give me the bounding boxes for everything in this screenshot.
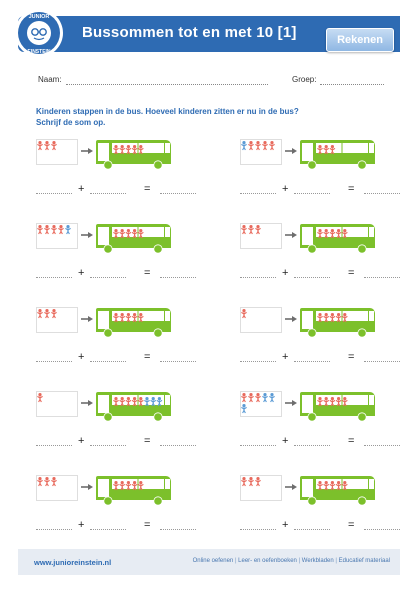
children-waiting bbox=[36, 139, 78, 165]
exercise-10 bbox=[240, 475, 420, 553]
bus-icon bbox=[94, 223, 172, 255]
footer-link-worksheets[interactable]: Werkbladen bbox=[301, 558, 334, 564]
group-label: Groep: bbox=[292, 75, 317, 84]
plus-sign: + bbox=[78, 351, 85, 363]
name-label: Naam: bbox=[38, 75, 62, 84]
answer-blank-3[interactable] bbox=[160, 277, 196, 278]
answer-blank-2[interactable] bbox=[90, 193, 126, 194]
arrow-right-icon bbox=[285, 399, 297, 407]
subject-badge: Rekenen bbox=[326, 28, 394, 52]
equals-sign: = bbox=[348, 183, 355, 195]
children-waiting bbox=[240, 139, 282, 165]
answer-blank-2[interactable] bbox=[90, 529, 126, 530]
equals-sign: = bbox=[348, 351, 355, 363]
plus-sign: + bbox=[282, 519, 289, 531]
bus-icon bbox=[94, 139, 172, 171]
bus-icon bbox=[298, 391, 376, 423]
answer-blank-2[interactable] bbox=[90, 277, 126, 278]
instruction bbox=[36, 106, 366, 128]
plus-sign: + bbox=[282, 351, 289, 363]
exercise-1 bbox=[36, 139, 216, 217]
equals-sign: = bbox=[348, 435, 355, 447]
answer-blank-3[interactable] bbox=[160, 445, 196, 446]
answer-blank-3[interactable] bbox=[364, 361, 400, 362]
plus-sign: + bbox=[282, 435, 289, 447]
plus-sign: + bbox=[78, 519, 85, 531]
exercise-4 bbox=[240, 223, 420, 301]
bus-icon bbox=[94, 475, 172, 507]
bus-icon bbox=[298, 223, 376, 255]
exercise-8 bbox=[240, 391, 420, 469]
answer-blank-3[interactable] bbox=[364, 193, 400, 194]
instruction-line-1: Kinderen stappen in de bus. Hoeveel kinderen zitten er nu in de bus? bbox=[36, 107, 299, 116]
equals-sign: = bbox=[144, 435, 151, 447]
answer-blank-3[interactable] bbox=[160, 529, 196, 530]
plus-sign: + bbox=[282, 267, 289, 279]
children-waiting bbox=[240, 391, 282, 417]
answer-blank-2[interactable] bbox=[294, 277, 330, 278]
arrow-right-icon bbox=[285, 315, 297, 323]
answer-blank-3[interactable] bbox=[364, 529, 400, 530]
answer-blank-1[interactable] bbox=[240, 529, 276, 530]
children-waiting bbox=[36, 307, 78, 333]
equals-sign: = bbox=[348, 267, 355, 279]
answer-blank-3[interactable] bbox=[160, 193, 196, 194]
answer-blank-3[interactable] bbox=[364, 277, 400, 278]
equals-sign: = bbox=[348, 519, 355, 531]
plus-sign: + bbox=[78, 267, 85, 279]
footer-link-books[interactable]: Leer- en oefenboeken bbox=[238, 558, 297, 564]
children-waiting bbox=[36, 475, 78, 501]
answer-blank-3[interactable] bbox=[364, 445, 400, 446]
answer-blank-1[interactable] bbox=[36, 277, 72, 278]
exercise-9 bbox=[36, 475, 216, 553]
arrow-right-icon bbox=[285, 231, 297, 239]
answer-blank-2[interactable] bbox=[294, 361, 330, 362]
bus-icon bbox=[298, 139, 376, 171]
answer-blank-2[interactable] bbox=[294, 445, 330, 446]
arrow-right-icon bbox=[285, 147, 297, 155]
exercise-2 bbox=[240, 139, 420, 217]
exercise-5 bbox=[36, 307, 216, 385]
answer-blank-1[interactable] bbox=[36, 193, 72, 194]
children-waiting bbox=[36, 391, 78, 417]
arrow-right-icon bbox=[81, 399, 93, 407]
exercise-7 bbox=[36, 391, 216, 469]
answer-blank-2[interactable] bbox=[90, 361, 126, 362]
footer-link-material[interactable]: Educatief materiaal bbox=[338, 558, 390, 564]
arrow-right-icon bbox=[81, 147, 93, 155]
children-waiting bbox=[240, 307, 282, 333]
logo-text-top: JUNIOR bbox=[28, 14, 50, 20]
answer-blank-1[interactable] bbox=[240, 361, 276, 362]
answer-blank-1[interactable] bbox=[240, 277, 276, 278]
answer-blank-1[interactable] bbox=[240, 193, 276, 194]
page-title: Bussommen tot en met 10 [1] bbox=[82, 24, 297, 41]
exercise-3 bbox=[36, 223, 216, 301]
logo-text-bottom: EINSTEIN bbox=[27, 49, 51, 55]
arrow-right-icon bbox=[285, 483, 297, 491]
equals-sign: = bbox=[144, 519, 151, 531]
footer-links: Online oefenen | Leer- en oefenboeken | Werkbladen | Educatief materiaal bbox=[192, 558, 390, 564]
equals-sign: = bbox=[144, 351, 151, 363]
group-field[interactable] bbox=[320, 84, 384, 85]
junior-einstein-logo-icon bbox=[14, 8, 64, 58]
instruction-line-2: Schrijf de som op. bbox=[36, 118, 106, 127]
bus-icon bbox=[94, 307, 172, 339]
children-waiting bbox=[240, 475, 282, 501]
plus-sign: + bbox=[78, 183, 85, 195]
footer-link-online[interactable]: Online oefenen bbox=[192, 558, 234, 564]
arrow-right-icon bbox=[81, 483, 93, 491]
answer-blank-2[interactable] bbox=[294, 529, 330, 530]
answer-blank-2[interactable] bbox=[90, 445, 126, 446]
answer-blank-2[interactable] bbox=[294, 193, 330, 194]
bus-icon bbox=[298, 307, 376, 339]
plus-sign: + bbox=[78, 435, 85, 447]
answer-blank-3[interactable] bbox=[160, 361, 196, 362]
plus-sign: + bbox=[282, 183, 289, 195]
bus-icon bbox=[94, 391, 172, 423]
answer-blank-1[interactable] bbox=[36, 529, 72, 530]
answer-blank-1[interactable] bbox=[240, 445, 276, 446]
footer bbox=[18, 549, 400, 575]
children-waiting bbox=[240, 223, 282, 249]
answer-blank-1[interactable] bbox=[36, 361, 72, 362]
bus-icon bbox=[298, 475, 376, 507]
children-waiting bbox=[36, 223, 78, 249]
arrow-right-icon bbox=[81, 315, 93, 323]
footer-url[interactable]: www.junioreinstein.nl bbox=[34, 558, 112, 567]
answer-blank-1[interactable] bbox=[36, 445, 72, 446]
exercise-6 bbox=[240, 307, 420, 385]
equals-sign: = bbox=[144, 183, 151, 195]
name-field[interactable] bbox=[66, 84, 268, 85]
arrow-right-icon bbox=[81, 231, 93, 239]
equals-sign: = bbox=[144, 267, 151, 279]
